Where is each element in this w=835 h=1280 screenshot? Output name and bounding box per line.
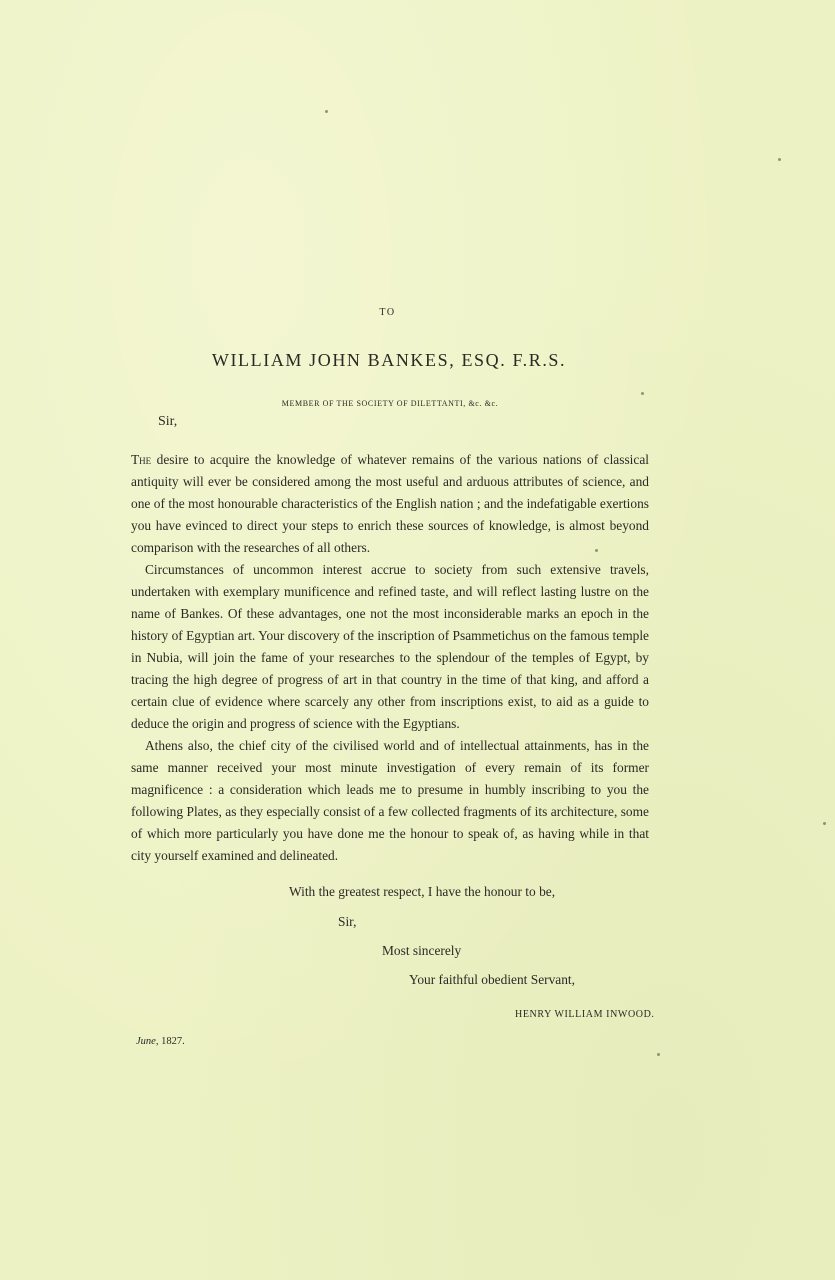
- letter-body: [131, 449, 649, 867]
- paper-speck: [823, 822, 826, 825]
- paper-speck: [325, 110, 328, 113]
- paper-speck: [657, 1053, 660, 1056]
- member-line: MEMBER OF THE SOCIETY OF DILETTANTI, &c. &c.: [281, 399, 499, 408]
- signature: HENRY WILLIAM INWOOD.: [515, 1009, 655, 1020]
- paper-speck: [641, 392, 644, 395]
- paragraph-1-text: desire to acquire the knowledge of whatever remains of the various nations of classical antiquity will ever be considered among the most useful and arduous attributes of science, and one of the most honourable characteristics of the English nation ; and the indefatigable exertions you have evinced to direct your steps to enrich these sources of knowledge, is almost beyond comparison with the researches of all others.: [131, 452, 649, 555]
- closing-sir: Sir,: [338, 914, 357, 929]
- dedication-to: TO: [379, 307, 396, 318]
- date-month: June,: [136, 1036, 159, 1047]
- paragraph-1-lead: The: [131, 452, 152, 467]
- paragraph-1: [131, 449, 649, 559]
- paragraph-2: Circumstances of uncommon interest accrue to society from such extensive travels, undertaken with exemplary munificence and refined taste, and will reflect lasting lustre on the name of Bankes. Of these advantages, one not the most inconsiderable marks an epoch in the history of Egyptian art. Your discovery of the inscription of Psammetichus on the famous temple in Nubia, will join the fame of your researches to the splendour of the temples of Egypt, by tracing the high degree of progress of art in that country in the time of that king, and afford a certain clue of evidence where scarcely any other from inscriptions exist, to aid as a guide to deduce the origin and progress of science with the Egyptians.: [131, 562, 649, 731]
- letter-date: [136, 1036, 185, 1047]
- closing-servant: Your faithful obedient Servant,: [409, 972, 575, 987]
- salutation: Sir,: [158, 414, 178, 429]
- paper-speck: [778, 158, 781, 161]
- addressee-name: WILLIAM JOHN BANKES, ESQ. F.R.S.: [211, 350, 567, 370]
- closing-respect: With the greatest respect, I have the honour to be,: [289, 884, 556, 899]
- date-year: 1827.: [161, 1036, 185, 1047]
- closing-sincerely: Most sincerely: [382, 943, 462, 958]
- paragraph-3: Athens also, the chief city of the civilised world and of intellectual attainments, has in the same manner received your most minute investigation of every remain of its former magnificence : a consideration which leads me to presume in humbly inscribing to you the following Plates, as they especially consist of a few collected fragments of its architecture, some of which more particularly you have done me the honour to speak of, as having while in that city yourself examined and delineated.: [131, 738, 649, 863]
